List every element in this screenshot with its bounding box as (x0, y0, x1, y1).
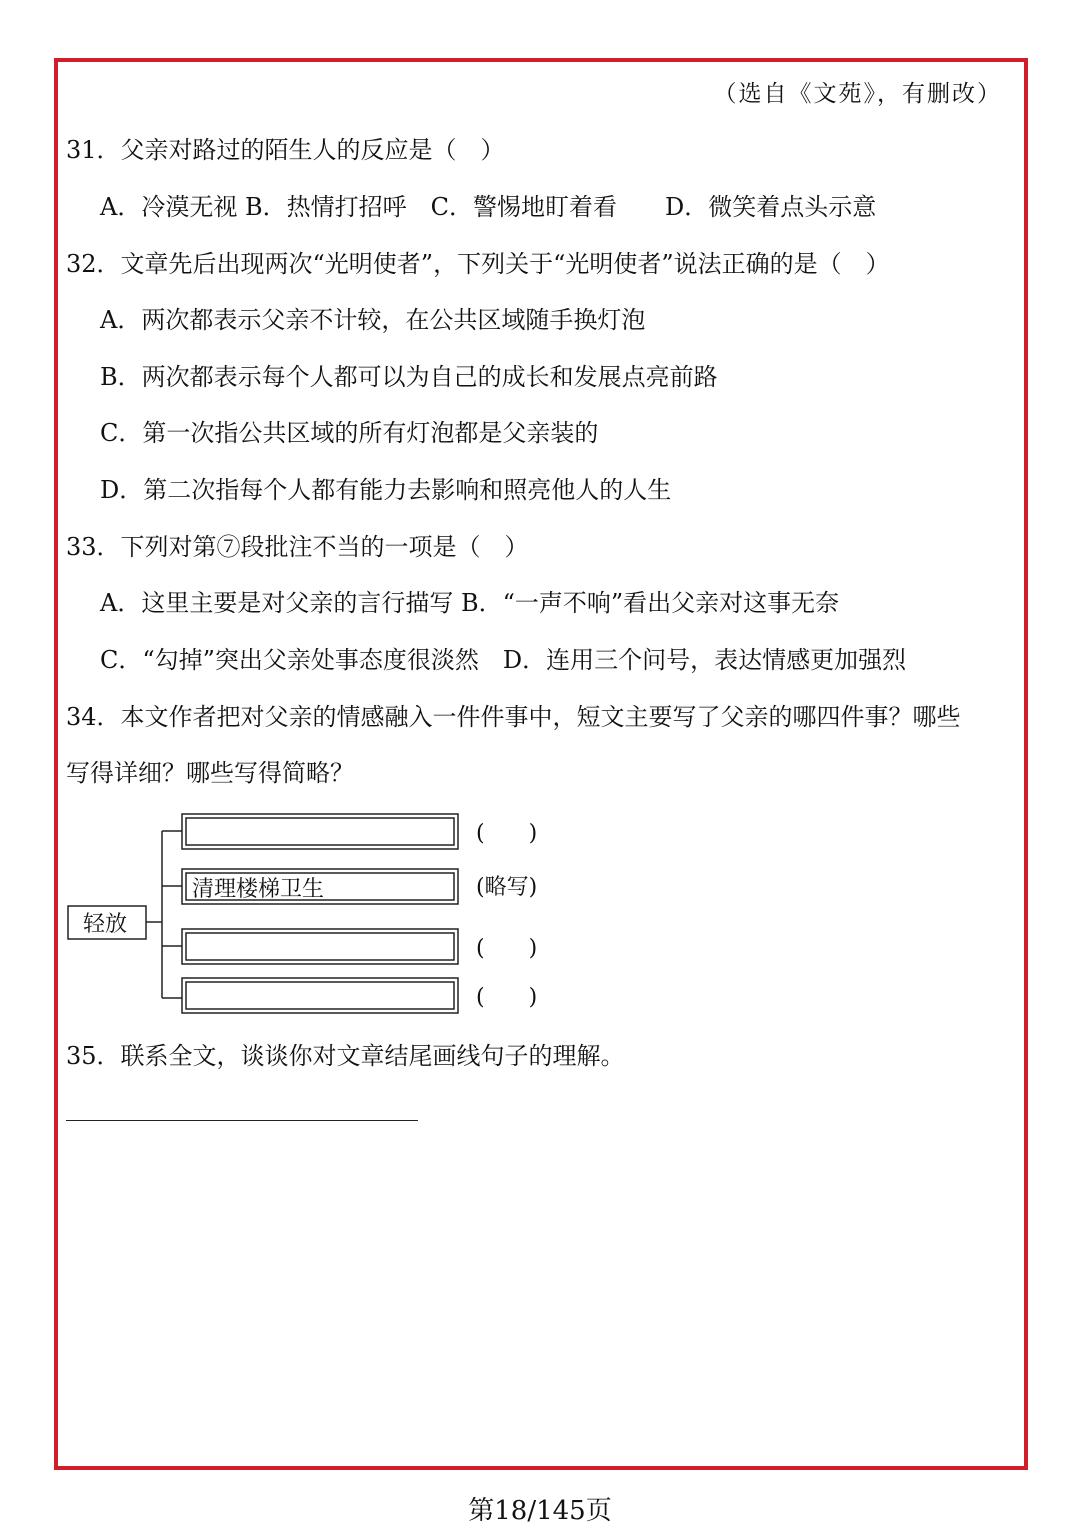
question-31-stem: 31．父亲对路过的陌生人的反应是（ ） (66, 136, 505, 164)
source-note: （选自《文苑》，有删改） (713, 81, 1002, 107)
branch-box-1 (182, 814, 458, 849)
question-32-stem: 32．文章先后出现两次“光明使者”，下列关于“光明使者”说法正确的是（ ） (66, 250, 890, 278)
branch-box-4 (182, 978, 458, 1013)
answer-line (66, 1120, 418, 1121)
question-32-option-a: A．两次都表示父亲不计较，在公共区域随手换灯泡 (100, 306, 646, 334)
branch-2-annotation: (略写) (476, 875, 538, 900)
question-32-option-d: D．第二次指每个人都有能力去影响和照亮他人的人生 (100, 476, 672, 504)
branch-1-annotation: ( ) (476, 821, 538, 846)
page-number: 第18/145页 (468, 1496, 612, 1526)
question-33-stem: 33．下列对第⑦段批注不当的一项是（ ） (66, 533, 529, 561)
branch-3-annotation: ( ) (476, 936, 538, 961)
question-34-stem-line2: 写得详细？哪些写得简略？ (66, 759, 354, 787)
branch-box-3 (182, 929, 458, 964)
question-33-options-line1: A．这里主要是对父亲的言行描写 B．“一声不响”看出父亲对这事无奈 (100, 589, 840, 617)
question-33-options-line2: C．“勾掉”突出父亲处事态度很淡然 D．连用三个问号，表达情感更加强烈 (100, 646, 907, 674)
question-32-option-c: C．第一次指公共区域的所有灯泡都是父亲装的 (100, 419, 599, 447)
question-35-stem: 35．联系全文，谈谈你对文章结尾画线句子的理解。 (66, 1042, 625, 1070)
question-31-options: A．冷漠无视 B．热情打招呼 C．警惕地盯着看 D．微笑着点头示意 (100, 193, 877, 221)
question-34-stem-line1: 34．本文作者把对父亲的情感融入一件件事中，短文主要写了父亲的哪四件事？哪些 (66, 703, 961, 731)
branch-box-2-text: 清理楼梯卫生 (192, 877, 325, 902)
root-label: 轻放 (83, 912, 128, 937)
branch-4-annotation: ( ) (476, 985, 538, 1010)
question-32-option-b: B．两次都表示每个人都可以为自己的成长和发展点亮前路 (100, 363, 718, 391)
